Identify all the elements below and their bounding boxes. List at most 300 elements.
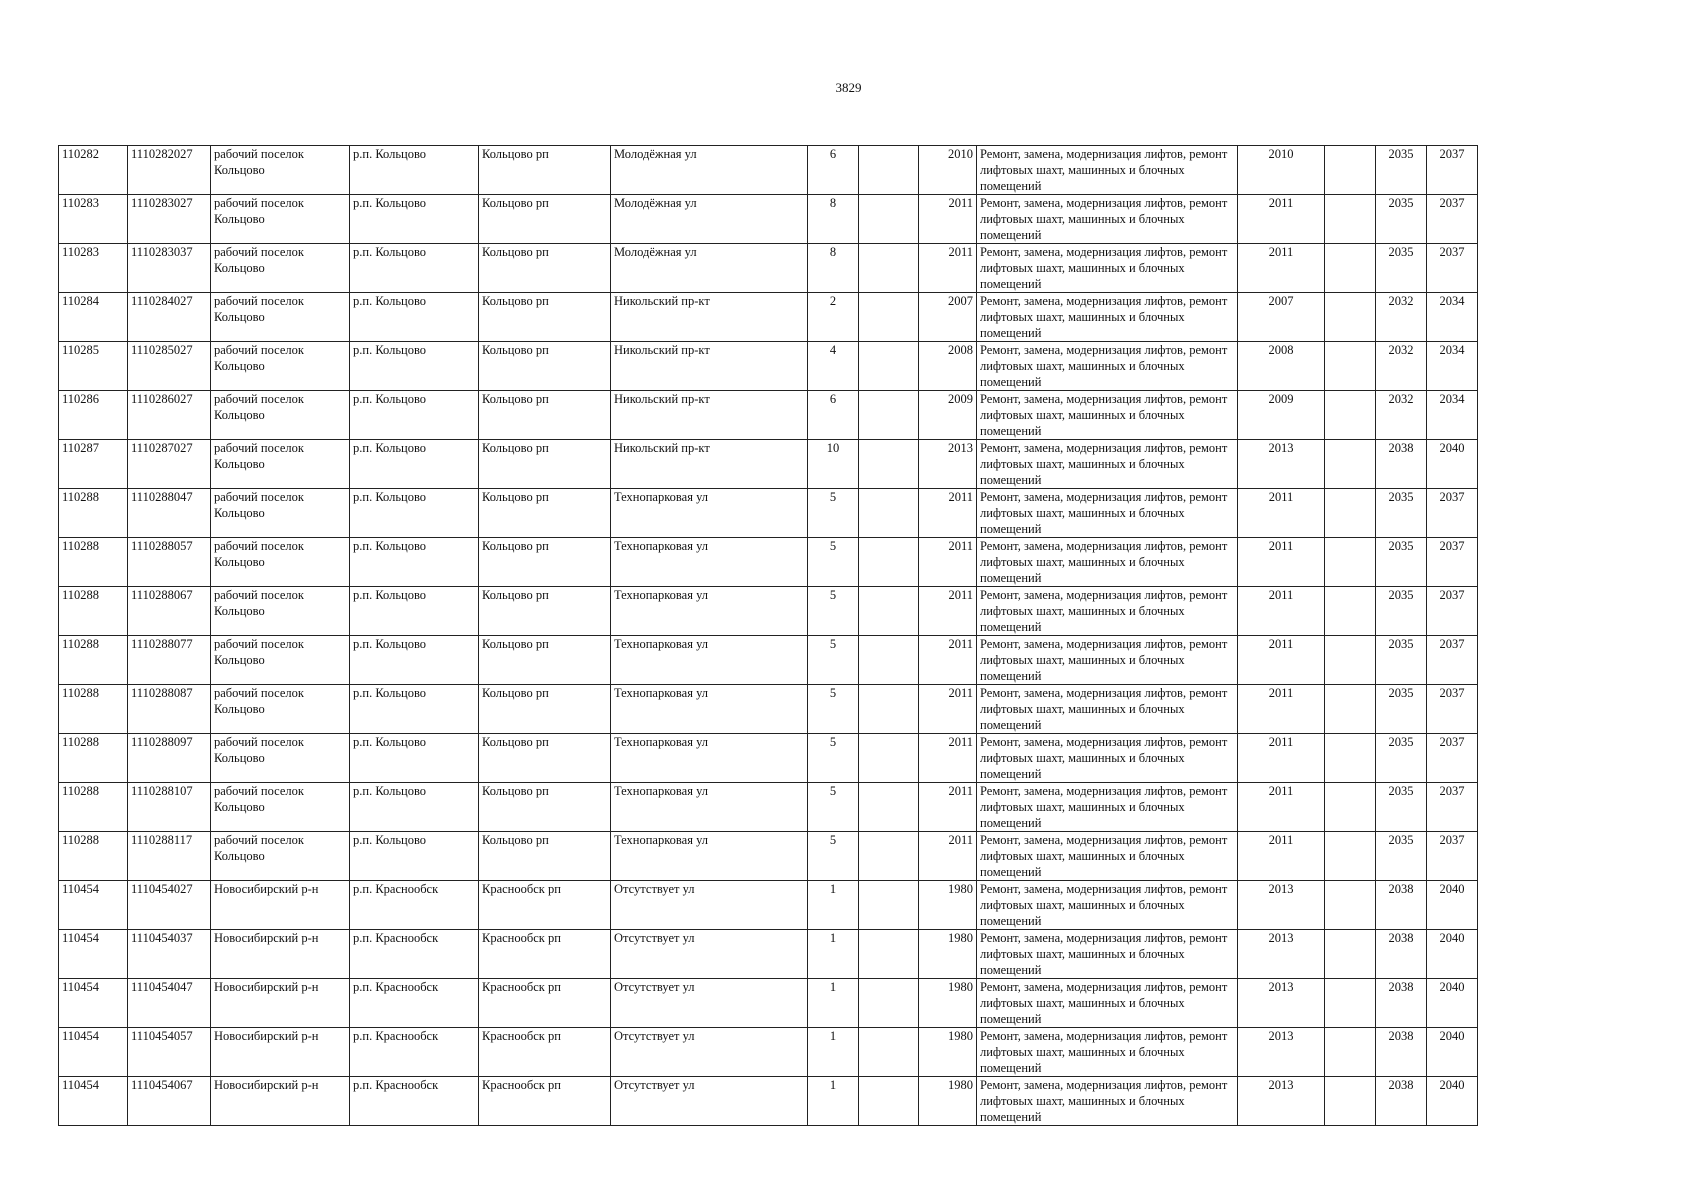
table-cell-c3: Новосибирский р-н: [211, 979, 350, 1028]
table-cell-c2: 1110288057: [128, 538, 211, 587]
table-cell-c14: 2034: [1427, 293, 1478, 342]
table-cell-c13: 2035: [1376, 783, 1427, 832]
table-cell-c12: [1325, 244, 1376, 293]
table-cell-c4: р.п. Краснообск: [350, 930, 479, 979]
table-cell-c7: 10: [808, 440, 859, 489]
table-cell-c2: 1110288087: [128, 685, 211, 734]
table-cell-c1: 110282: [59, 146, 128, 195]
table-cell-c10: Ремонт, замена, модернизация лифтов, ремонт лифтовых шахт, машинных и блочных помещений: [977, 293, 1238, 342]
table-cell-c1: 110454: [59, 1077, 128, 1126]
table-cell-c5: Кольцово рп: [479, 734, 611, 783]
table-cell-c7: 5: [808, 783, 859, 832]
table-cell-c11: 2013: [1238, 930, 1325, 979]
table-cell-c7: 1: [808, 979, 859, 1028]
table-cell-c14: 2037: [1427, 636, 1478, 685]
table-cell-c8: [859, 783, 919, 832]
table-cell-c2: 1110288107: [128, 783, 211, 832]
table-cell-c7: 4: [808, 342, 859, 391]
table-cell-c1: 110286: [59, 391, 128, 440]
table-cell-c7: 6: [808, 391, 859, 440]
table-cell-c8: [859, 489, 919, 538]
table-cell-c12: [1325, 1077, 1376, 1126]
table-cell-c12: [1325, 832, 1376, 881]
table-cell-c12: [1325, 293, 1376, 342]
table-cell-c4: р.п. Кольцово: [350, 734, 479, 783]
table-cell-c10: Ремонт, замена, модернизация лифтов, ремонт лифтовых шахт, машинных и блочных помещений: [977, 538, 1238, 587]
table-cell-c13: 2035: [1376, 685, 1427, 734]
table-cell-c2: 1110454067: [128, 1077, 211, 1126]
table-cell-c2: 1110288117: [128, 832, 211, 881]
table-cell-c14: 2037: [1427, 832, 1478, 881]
table-cell-c4: р.п. Краснообск: [350, 881, 479, 930]
table-cell-c13: 2032: [1376, 293, 1427, 342]
table-cell-c4: р.п. Кольцово: [350, 538, 479, 587]
table-cell-c8: [859, 440, 919, 489]
table-cell-c7: 8: [808, 244, 859, 293]
table-cell-c13: 2035: [1376, 489, 1427, 538]
table-cell-c2: 1110454047: [128, 979, 211, 1028]
table-cell-c7: 5: [808, 489, 859, 538]
table-cell-c10: Ремонт, замена, модернизация лифтов, ремонт лифтовых шахт, машинных и блочных помещений: [977, 146, 1238, 195]
table-cell-c12: [1325, 538, 1376, 587]
table-cell-c6: Отсутствует ул: [611, 1028, 808, 1077]
table-row: [59, 391, 1478, 440]
table-cell-c13: 2038: [1376, 881, 1427, 930]
table-cell-c13: 2038: [1376, 440, 1427, 489]
table-cell-c6: Технопарковая ул: [611, 587, 808, 636]
table-row: [59, 538, 1478, 587]
table-cell-c4: р.п. Кольцово: [350, 832, 479, 881]
table-cell-c6: Молодёжная ул: [611, 146, 808, 195]
table-cell-c8: [859, 244, 919, 293]
table-cell-c2: 1110283027: [128, 195, 211, 244]
table-cell-c12: [1325, 342, 1376, 391]
table-cell-c7: 1: [808, 881, 859, 930]
table-cell-c8: [859, 146, 919, 195]
table-cell-c5: Кольцово рп: [479, 391, 611, 440]
table-cell-c5: Кольцово рп: [479, 195, 611, 244]
table-cell-c6: Технопарковая ул: [611, 489, 808, 538]
table-cell-c13: 2035: [1376, 195, 1427, 244]
table-cell-c13: 2035: [1376, 146, 1427, 195]
table-row: [59, 1028, 1478, 1077]
table-cell-c7: 5: [808, 538, 859, 587]
table-cell-c8: [859, 832, 919, 881]
table-cell-c8: [859, 1028, 919, 1077]
table-cell-c11: 2011: [1238, 489, 1325, 538]
table-cell-c10: Ремонт, замена, модернизация лифтов, ремонт лифтовых шахт, машинных и блочных помещений: [977, 832, 1238, 881]
table-cell-c2: 1110288047: [128, 489, 211, 538]
table-cell-c12: [1325, 1028, 1376, 1077]
table-row: [59, 195, 1478, 244]
table-cell-c2: 1110285027: [128, 342, 211, 391]
table-row: [59, 293, 1478, 342]
table-cell-c1: 110288: [59, 538, 128, 587]
table-cell-c7: 1: [808, 1077, 859, 1126]
table-cell-c14: 2037: [1427, 685, 1478, 734]
table-cell-c7: 5: [808, 685, 859, 734]
table-cell-c14: 2040: [1427, 1077, 1478, 1126]
table-cell-c5: Кольцово рп: [479, 832, 611, 881]
table-cell-c6: Отсутствует ул: [611, 930, 808, 979]
table-cell-c8: [859, 685, 919, 734]
table-cell-c11: 2011: [1238, 244, 1325, 293]
table-cell-c8: [859, 979, 919, 1028]
table-cell-c14: 2037: [1427, 538, 1478, 587]
table-cell-c13: 2038: [1376, 979, 1427, 1028]
table-cell-c9: 2013: [919, 440, 977, 489]
table-cell-c5: Краснообск рп: [479, 881, 611, 930]
table-cell-c9: 2011: [919, 832, 977, 881]
table-cell-c3: рабочий поселок Кольцово: [211, 391, 350, 440]
table-cell-c3: Новосибирский р-н: [211, 930, 350, 979]
table-cell-c13: 2035: [1376, 538, 1427, 587]
table-cell-c4: р.п. Кольцово: [350, 489, 479, 538]
table-cell-c14: 2040: [1427, 979, 1478, 1028]
table-cell-c5: Кольцово рп: [479, 146, 611, 195]
table-cell-c5: Кольцово рп: [479, 244, 611, 293]
table-cell-c6: Никольский пр-кт: [611, 293, 808, 342]
table-cell-c1: 110288: [59, 489, 128, 538]
table-body: [59, 146, 1478, 1126]
table-cell-c10: Ремонт, замена, модернизация лифтов, ремонт лифтовых шахт, машинных и блочных помещений: [977, 244, 1238, 293]
table-cell-c8: [859, 734, 919, 783]
table-cell-c2: 1110288077: [128, 636, 211, 685]
table-cell-c8: [859, 342, 919, 391]
table-cell-c10: Ремонт, замена, модернизация лифтов, ремонт лифтовых шахт, машинных и блочных помещений: [977, 881, 1238, 930]
table-cell-c10: Ремонт, замена, модернизация лифтов, ремонт лифтовых шахт, машинных и блочных помещений: [977, 1077, 1238, 1126]
table-cell-c5: Кольцово рп: [479, 636, 611, 685]
table-cell-c4: р.п. Кольцово: [350, 195, 479, 244]
table-cell-c8: [859, 636, 919, 685]
table-row: [59, 979, 1478, 1028]
table-cell-c4: р.п. Кольцово: [350, 783, 479, 832]
table-cell-c3: Новосибирский р-н: [211, 881, 350, 930]
table-cell-c2: 1110282027: [128, 146, 211, 195]
table-cell-c2: 1110287027: [128, 440, 211, 489]
table-cell-c14: 2034: [1427, 391, 1478, 440]
table-cell-c3: рабочий поселок Кольцово: [211, 146, 350, 195]
table-cell-c1: 110288: [59, 734, 128, 783]
table-cell-c11: 2011: [1238, 636, 1325, 685]
table-cell-c3: рабочий поселок Кольцово: [211, 685, 350, 734]
table-cell-c1: 110283: [59, 195, 128, 244]
table-cell-c9: 1980: [919, 881, 977, 930]
table-cell-c7: 1: [808, 1028, 859, 1077]
table-row: [59, 1077, 1478, 1126]
table-cell-c10: Ремонт, замена, модернизация лифтов, ремонт лифтовых шахт, машинных и блочных помещений: [977, 734, 1238, 783]
table-cell-c6: Молодёжная ул: [611, 244, 808, 293]
table-cell-c14: 2040: [1427, 440, 1478, 489]
table-cell-c12: [1325, 979, 1376, 1028]
table-cell-c7: 1: [808, 930, 859, 979]
table-cell-c10: Ремонт, замена, модернизация лифтов, ремонт лифтовых шахт, машинных и блочных помещений: [977, 391, 1238, 440]
table-cell-c4: р.п. Кольцово: [350, 391, 479, 440]
table-cell-c4: р.п. Кольцово: [350, 636, 479, 685]
table-cell-c11: 2013: [1238, 881, 1325, 930]
table-cell-c10: Ремонт, замена, модернизация лифтов, ремонт лифтовых шахт, машинных и блочных помещений: [977, 930, 1238, 979]
table-cell-c5: Краснообск рп: [479, 979, 611, 1028]
table-cell-c3: рабочий поселок Кольцово: [211, 440, 350, 489]
table-cell-c11: 2011: [1238, 587, 1325, 636]
table-cell-c1: 110288: [59, 832, 128, 881]
table-row: [59, 685, 1478, 734]
table-cell-c11: 2011: [1238, 538, 1325, 587]
table-cell-c14: 2037: [1427, 146, 1478, 195]
table-cell-c3: рабочий поселок Кольцово: [211, 783, 350, 832]
table-cell-c10: Ремонт, замена, модернизация лифтов, ремонт лифтовых шахт, машинных и блочных помещений: [977, 979, 1238, 1028]
table-cell-c11: 2007: [1238, 293, 1325, 342]
table-cell-c9: 2008: [919, 342, 977, 391]
table-cell-c2: 1110288067: [128, 587, 211, 636]
table-cell-c10: Ремонт, замена, модернизация лифтов, ремонт лифтовых шахт, машинных и блочных помещений: [977, 195, 1238, 244]
table-cell-c7: 5: [808, 734, 859, 783]
table-cell-c6: Никольский пр-кт: [611, 440, 808, 489]
table-cell-c5: Кольцово рп: [479, 587, 611, 636]
table-cell-c7: 5: [808, 587, 859, 636]
table-cell-c5: Кольцово рп: [479, 783, 611, 832]
table-cell-c8: [859, 538, 919, 587]
table-cell-c7: 5: [808, 832, 859, 881]
table-row: [59, 881, 1478, 930]
table-cell-c3: рабочий поселок Кольцово: [211, 489, 350, 538]
table-cell-c2: 1110286027: [128, 391, 211, 440]
table-cell-c1: 110287: [59, 440, 128, 489]
table-cell-c6: Технопарковая ул: [611, 783, 808, 832]
table-row: [59, 244, 1478, 293]
table-cell-c14: 2037: [1427, 587, 1478, 636]
table-cell-c10: Ремонт, замена, модернизация лифтов, ремонт лифтовых шахт, машинных и блочных помещений: [977, 489, 1238, 538]
table-cell-c12: [1325, 391, 1376, 440]
table-cell-c13: 2032: [1376, 342, 1427, 391]
table-cell-c5: Кольцово рп: [479, 489, 611, 538]
table-cell-c3: рабочий поселок Кольцово: [211, 636, 350, 685]
table-cell-c3: рабочий поселок Кольцово: [211, 293, 350, 342]
table-cell-c12: [1325, 783, 1376, 832]
table-row: [59, 342, 1478, 391]
table-cell-c9: 2011: [919, 244, 977, 293]
table-cell-c1: 110283: [59, 244, 128, 293]
table-cell-c13: 2035: [1376, 636, 1427, 685]
table-cell-c13: 2038: [1376, 930, 1427, 979]
table-cell-c9: 2011: [919, 636, 977, 685]
table-cell-c12: [1325, 930, 1376, 979]
table-cell-c1: 110454: [59, 881, 128, 930]
table-cell-c7: 2: [808, 293, 859, 342]
table-cell-c2: 1110454037: [128, 930, 211, 979]
table-cell-c12: [1325, 440, 1376, 489]
table-cell-c11: 2011: [1238, 734, 1325, 783]
table-cell-c8: [859, 930, 919, 979]
table-cell-c6: Молодёжная ул: [611, 195, 808, 244]
table-cell-c5: Кольцово рп: [479, 538, 611, 587]
table-cell-c13: 2038: [1376, 1077, 1427, 1126]
page-number: 3829: [835, 80, 862, 95]
table-cell-c9: 1980: [919, 1077, 977, 1126]
table-cell-c8: [859, 881, 919, 930]
table-cell-c6: Технопарковая ул: [611, 636, 808, 685]
table-cell-c3: рабочий поселок Кольцово: [211, 195, 350, 244]
table-cell-c10: Ремонт, замена, модернизация лифтов, ремонт лифтовых шахт, машинных и блочных помещений: [977, 1028, 1238, 1077]
table-row: [59, 440, 1478, 489]
table-cell-c3: Новосибирский р-н: [211, 1028, 350, 1077]
table-cell-c14: 2040: [1427, 881, 1478, 930]
table-cell-c10: Ремонт, замена, модернизация лифтов, ремонт лифтовых шахт, машинных и блочных помещений: [977, 685, 1238, 734]
table-cell-c14: 2037: [1427, 783, 1478, 832]
table-cell-c9: 2011: [919, 734, 977, 783]
table-cell-c13: 2035: [1376, 832, 1427, 881]
table-cell-c12: [1325, 734, 1376, 783]
table-cell-c2: 1110283037: [128, 244, 211, 293]
table-cell-c12: [1325, 146, 1376, 195]
table-cell-c6: Технопарковая ул: [611, 734, 808, 783]
table-cell-c9: 2007: [919, 293, 977, 342]
table-cell-c6: Никольский пр-кт: [611, 391, 808, 440]
table-cell-c5: Краснообск рп: [479, 1077, 611, 1126]
table-cell-c1: 110288: [59, 636, 128, 685]
table-cell-c6: Отсутствует ул: [611, 1077, 808, 1126]
table-cell-c1: 110288: [59, 685, 128, 734]
table-cell-c2: 1110454027: [128, 881, 211, 930]
table-cell-c12: [1325, 881, 1376, 930]
table-cell-c4: р.п. Кольцово: [350, 293, 479, 342]
table-cell-c9: 1980: [919, 979, 977, 1028]
table-cell-c4: р.п. Кольцово: [350, 587, 479, 636]
table-cell-c11: 2013: [1238, 1077, 1325, 1126]
table-cell-c14: 2040: [1427, 1028, 1478, 1077]
table-cell-c4: р.п. Кольцово: [350, 244, 479, 293]
table-cell-c4: р.п. Краснообск: [350, 1077, 479, 1126]
table-cell-c4: р.п. Кольцово: [350, 146, 479, 195]
table-cell-c12: [1325, 636, 1376, 685]
table-cell-c14: 2037: [1427, 489, 1478, 538]
table-cell-c11: 2011: [1238, 832, 1325, 881]
table-cell-c8: [859, 587, 919, 636]
table-cell-c9: 1980: [919, 930, 977, 979]
table-cell-c14: 2034: [1427, 342, 1478, 391]
table-cell-c1: 110454: [59, 1028, 128, 1077]
table-cell-c11: 2013: [1238, 440, 1325, 489]
table-cell-c14: 2037: [1427, 244, 1478, 293]
table-cell-c3: Новосибирский р-н: [211, 1077, 350, 1126]
table-cell-c12: [1325, 195, 1376, 244]
table-cell-c13: 2035: [1376, 244, 1427, 293]
table-cell-c9: 2009: [919, 391, 977, 440]
table-cell-c10: Ремонт, замена, модернизация лифтов, ремонт лифтовых шахт, машинных и блочных помещений: [977, 440, 1238, 489]
table-cell-c2: 1110288097: [128, 734, 211, 783]
table-cell-c13: 2035: [1376, 587, 1427, 636]
table-cell-c9: 2011: [919, 538, 977, 587]
table-cell-c12: [1325, 587, 1376, 636]
table-cell-c10: Ремонт, замена, модернизация лифтов, ремонт лифтовых шахт, машинных и блочных помещений: [977, 342, 1238, 391]
table-cell-c7: 8: [808, 195, 859, 244]
table-cell-c9: 2011: [919, 195, 977, 244]
table-cell-c8: [859, 391, 919, 440]
table-cell-c3: рабочий поселок Кольцово: [211, 734, 350, 783]
table-cell-c6: Отсутствует ул: [611, 979, 808, 1028]
table-cell-c5: Кольцово рп: [479, 685, 611, 734]
table-cell-c12: [1325, 489, 1376, 538]
table-cell-c9: 2011: [919, 489, 977, 538]
table-cell-c9: 2011: [919, 587, 977, 636]
table-cell-c10: Ремонт, замена, модернизация лифтов, ремонт лифтовых шахт, машинных и блочных помещений: [977, 783, 1238, 832]
table-cell-c9: 2011: [919, 685, 977, 734]
table-row: [59, 587, 1478, 636]
table-cell-c8: [859, 293, 919, 342]
table-cell-c5: Кольцово рп: [479, 293, 611, 342]
table-cell-c1: 110285: [59, 342, 128, 391]
table-row: [59, 636, 1478, 685]
table-cell-c14: 2037: [1427, 734, 1478, 783]
table-cell-c3: рабочий поселок Кольцово: [211, 587, 350, 636]
table-cell-c8: [859, 195, 919, 244]
table-cell-c4: р.п. Кольцово: [350, 342, 479, 391]
table-cell-c12: [1325, 685, 1376, 734]
table-cell-c11: 2013: [1238, 979, 1325, 1028]
table-cell-c6: Технопарковая ул: [611, 538, 808, 587]
table-cell-c6: Отсутствует ул: [611, 881, 808, 930]
table-cell-c1: 110288: [59, 783, 128, 832]
table-row: [59, 146, 1478, 195]
table-cell-c1: 110288: [59, 587, 128, 636]
table-cell-c3: рабочий поселок Кольцово: [211, 832, 350, 881]
table-row: [59, 783, 1478, 832]
table-cell-c1: 110454: [59, 979, 128, 1028]
table-cell-c4: р.п. Краснообск: [350, 979, 479, 1028]
table-cell-c13: 2035: [1376, 734, 1427, 783]
table-cell-c13: 2032: [1376, 391, 1427, 440]
table-cell-c11: 2010: [1238, 146, 1325, 195]
table-cell-c11: 2011: [1238, 685, 1325, 734]
table-row: [59, 489, 1478, 538]
table-cell-c4: р.п. Краснообск: [350, 1028, 479, 1077]
table-cell-c11: 2011: [1238, 783, 1325, 832]
table-cell-c10: Ремонт, замена, модернизация лифтов, ремонт лифтовых шахт, машинных и блочных помещений: [977, 636, 1238, 685]
table-cell-c3: рабочий поселок Кольцово: [211, 342, 350, 391]
table-cell-c7: 5: [808, 636, 859, 685]
table-cell-c7: 6: [808, 146, 859, 195]
table-row: [59, 832, 1478, 881]
table-cell-c6: Технопарковая ул: [611, 685, 808, 734]
table-cell-c4: р.п. Кольцово: [350, 440, 479, 489]
table-cell-c9: 2011: [919, 783, 977, 832]
table-cell-c11: 2009: [1238, 391, 1325, 440]
table-cell-c3: рабочий поселок Кольцово: [211, 538, 350, 587]
table-cell-c11: 2008: [1238, 342, 1325, 391]
table-row: [59, 930, 1478, 979]
table-cell-c8: [859, 1077, 919, 1126]
table-cell-c13: 2038: [1376, 1028, 1427, 1077]
table-cell-c1: 110454: [59, 930, 128, 979]
table-cell-c5: Кольцово рп: [479, 342, 611, 391]
table-cell-c9: 2010: [919, 146, 977, 195]
table-cell-c2: 1110454057: [128, 1028, 211, 1077]
housing-registry-table: [58, 145, 1478, 1126]
table-cell-c10: Ремонт, замена, модернизация лифтов, ремонт лифтовых шахт, машинных и блочных помещений: [977, 587, 1238, 636]
table-cell-c14: 2037: [1427, 195, 1478, 244]
table-cell-c5: Краснообск рп: [479, 930, 611, 979]
table-cell-c6: Технопарковая ул: [611, 832, 808, 881]
table-row: [59, 734, 1478, 783]
table-cell-c1: 110284: [59, 293, 128, 342]
table-cell-c5: Кольцово рп: [479, 440, 611, 489]
table-cell-c11: 2013: [1238, 1028, 1325, 1077]
table-cell-c14: 2040: [1427, 930, 1478, 979]
table-cell-c2: 1110284027: [128, 293, 211, 342]
table-cell-c6: Никольский пр-кт: [611, 342, 808, 391]
table-cell-c4: р.п. Кольцово: [350, 685, 479, 734]
table-cell-c5: Краснообск рп: [479, 1028, 611, 1077]
